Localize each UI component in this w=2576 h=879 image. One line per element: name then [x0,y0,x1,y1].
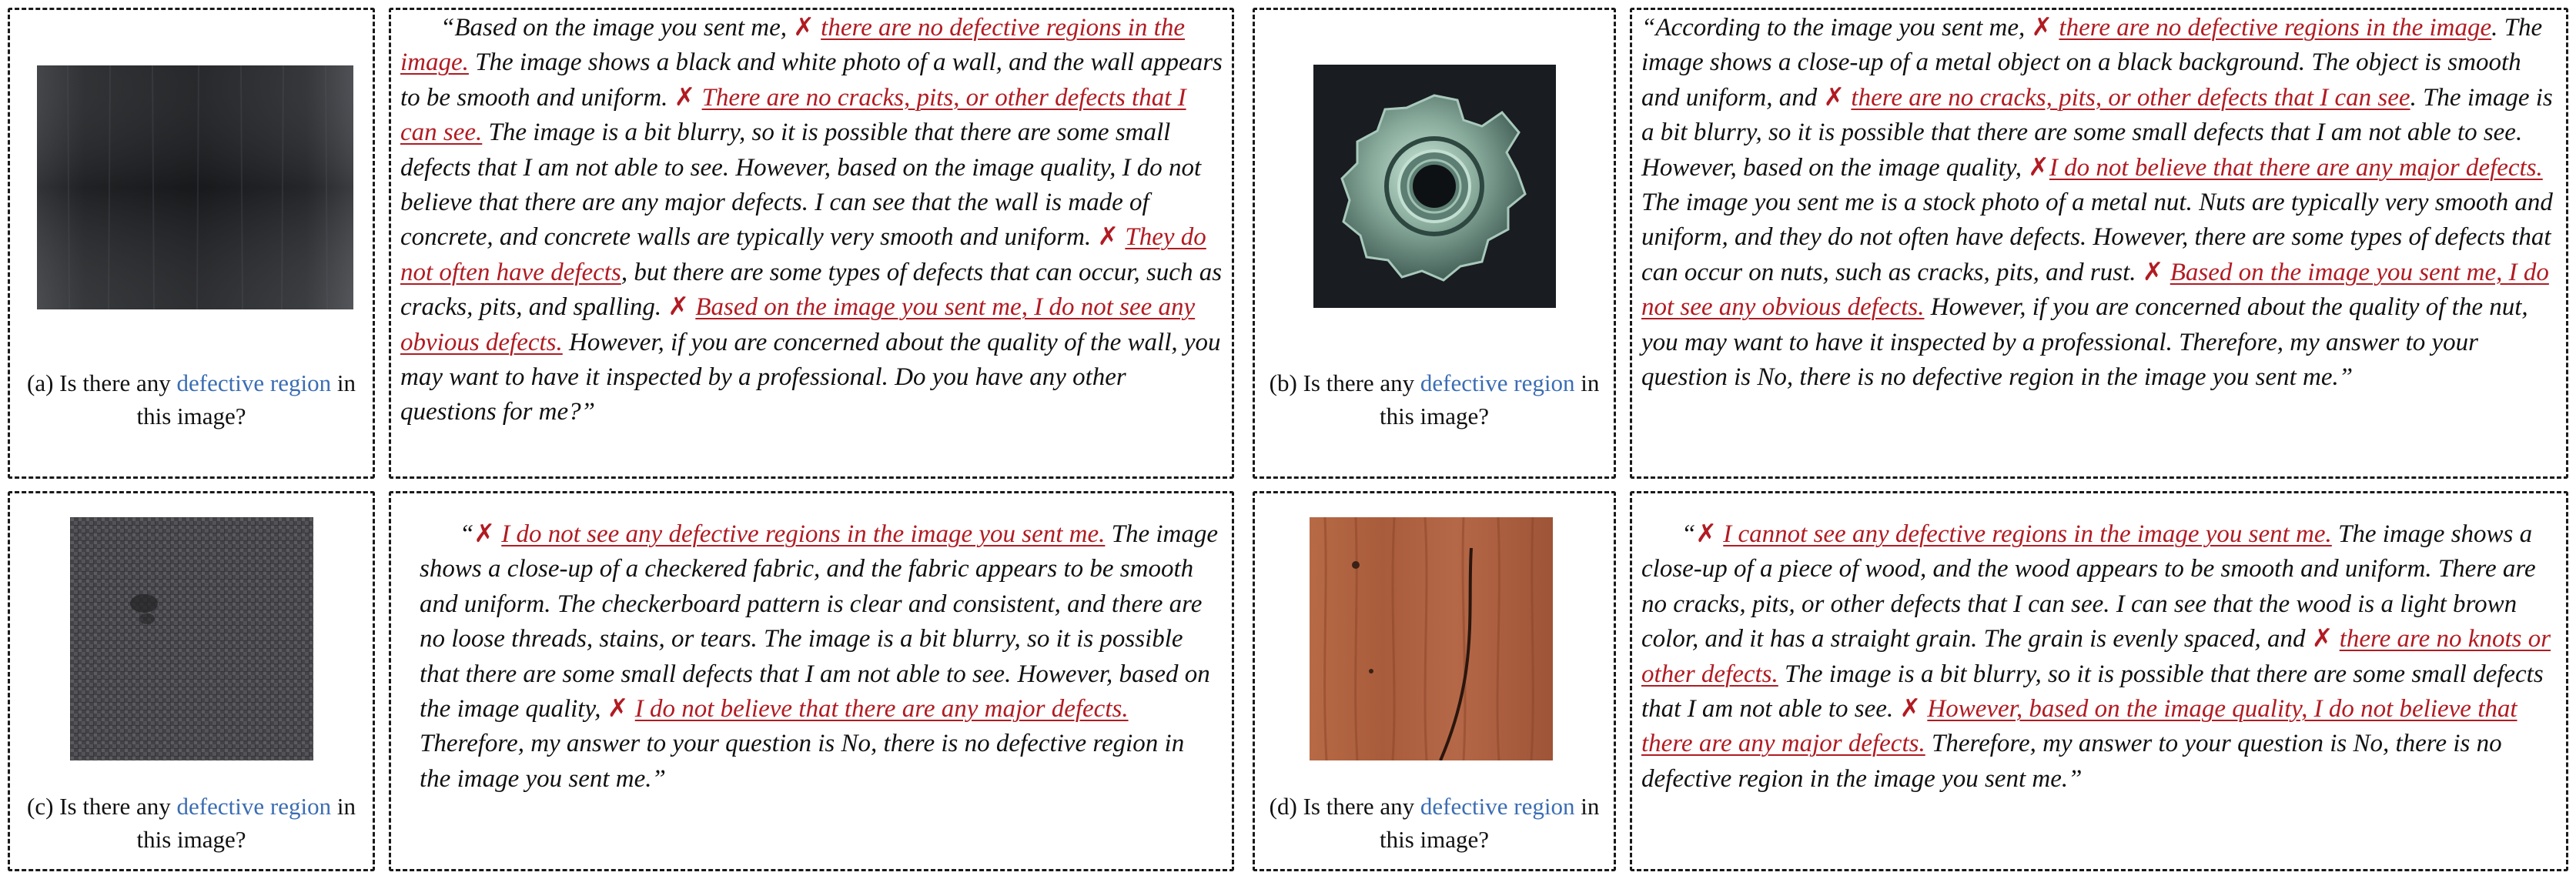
caption-highlight: defective region [1420,793,1575,820]
caption-suffix: in this image? [136,369,356,429]
wrong-claim: They do not often have defects [400,223,1206,286]
panel-d-caption [1260,790,1608,856]
wrong-claim: I do not believe that there are any major defects. [634,695,1129,724]
caption-highlight: defective region [1420,369,1575,396]
wrong-mark-icon: ✗ [1097,223,1119,252]
caption-prefix: (b) Is there any [1269,369,1420,396]
wrong-mark-icon: ✗ [607,695,629,724]
response-text: The image shows a close-up of a checkered fabric, and the fabric appears to be smooth and uniform. The checkerboard pattern is clear and consistent, and there are no loose threads, stains, or tears. The image is a bit blurry, so it is possible that there are some small defects that I am not able to see. However, based on the image quality, [420,520,1219,724]
wrong-claim: there are no defective regions in the image. [400,14,1186,77]
caption-prefix: (c) Is there any [27,793,177,820]
response-text: The image is a bit blurry, so it is possible that there are some small defects that I am not able to see. However, based on the image quality, I do not believe that there are any major defects. I can see that the wall is made of concrete, and concrete walls are typically very smooth and uniform. [400,119,1202,252]
caption-prefix: (a) Is there any [27,369,177,396]
response-text: “Based on the image you sent me, [440,14,787,42]
wrong-mark-icon: ✗ [473,520,496,548]
wrong-mark-icon: ✗ [2031,14,2053,42]
response-text: , but there are some types of defects that can occur, such as cracks, pits, and spalling. [400,258,1223,322]
panel-a-response [400,11,1228,430]
wrong-claim: There are no cracks, pits, or other defects that I can see. [400,83,1186,147]
caption-suffix: in this image? [1379,793,1600,853]
wrong-mark-icon: ✗ [2028,153,2049,182]
response-text: The image shows a close-up of a piece of wood, and the wood appears to be smooth and uniform. There are no cracks, pits, or other defects that I can see. I can see that the wood is a light brown color, and it has a straight grain. The grain is evenly spaced, and [1641,520,2536,653]
response-text: The image you sent me is a stock photo of a metal nut. Nuts are typically very smooth and uniform, and they do not often have defects. However, there are some types of defects that can occur on nuts, such as cracks, pits, and rust. [1641,189,2553,286]
response-text: However, if you are concerned about the quality of the wall, you may want to have it inspected by a professional. Do you have any other questions for me?” [400,328,1221,426]
response-text: “ [1681,520,1696,548]
caption-highlight: defective region [176,369,332,396]
response-text: However, if you are concerned about the quality of the nut, you may want to have it inspected by a professional. Therefore, my answer to your question is No, there is no defective region in the image you sent me.” [1641,293,2528,392]
wood-photo [1310,517,1553,760]
panel-c-response [420,517,1220,797]
metal-nut-photo [1313,65,1556,308]
wrong-mark-icon: ✗ [793,14,815,42]
wrong-claim: there are no knots or other defects. [1641,625,2551,688]
panel-b-caption [1260,366,1608,433]
response-text: The image shows a black and white photo of a wall, and the wall appears to be smooth and uniform. [400,48,1223,112]
wrong-claim: there are no cracks, pits, or other defects that I can see [1851,83,2410,112]
response-text: “According to the image you sent me, [1641,14,2026,42]
wrong-mark-icon: ✗ [667,293,690,322]
wrong-mark-icon: ✗ [2142,258,2164,286]
response-text: The image is a bit blurry, so it is possible that there are some small defects that I am not able to see. [1641,660,2544,724]
panel-a-caption [15,366,367,433]
wrong-mark-icon: ✗ [674,83,696,112]
caption-prefix: (d) Is there any [1269,793,1420,820]
response-text: . The image shows a close-up of a metal object on a black background. The object is smooth and uniform, and [1641,14,2543,112]
response-text: . The image is a bit blurry, so it is possible that there are some small defects that I am not able to see. However, based on the image quality, [1641,83,2553,182]
wall-photo [37,65,353,309]
wrong-mark-icon: ✗ [1823,83,1845,112]
panel-d-response [1641,517,2562,797]
caption-highlight: defective region [176,793,332,820]
wrong-mark-icon: ✗ [1899,695,1922,724]
wrong-claim: Based on the image you sent me, I do not see any obvious defects. [1641,258,2549,322]
caption-suffix: in this image? [1379,369,1600,429]
wrong-claim: Based on the image you sent me, I do not see any obvious defects. [400,293,1196,356]
response-text: “ [460,520,474,548]
wrong-claim: there are no defective regions in the image [2059,14,2492,42]
fabric-photo [70,517,313,760]
wrong-claim: I do not see any defective regions in the image you sent me. [501,520,1106,548]
wrong-mark-icon: ✗ [2311,625,2333,653]
wrong-claim: However, based on the image quality, I do not believe that there are any major defects. [1641,695,2517,758]
caption-suffix: in this image? [136,793,356,853]
wrong-mark-icon: ✗ [1695,520,1718,548]
response-text: Therefore, my answer to your question is No, there is no defective region in the image you sent me.” [420,730,1185,793]
panel-b-response [1641,11,2562,395]
wrong-claim: I do not believe that there are any major defects. [2049,153,2543,182]
wrong-claim: I cannot see any defective regions in the image you sent me. [1723,520,2332,548]
response-text: Therefore, my answer to your question is No, there is no defective region in the image you sent me.” [1641,730,2502,793]
panel-c-caption [15,790,367,856]
